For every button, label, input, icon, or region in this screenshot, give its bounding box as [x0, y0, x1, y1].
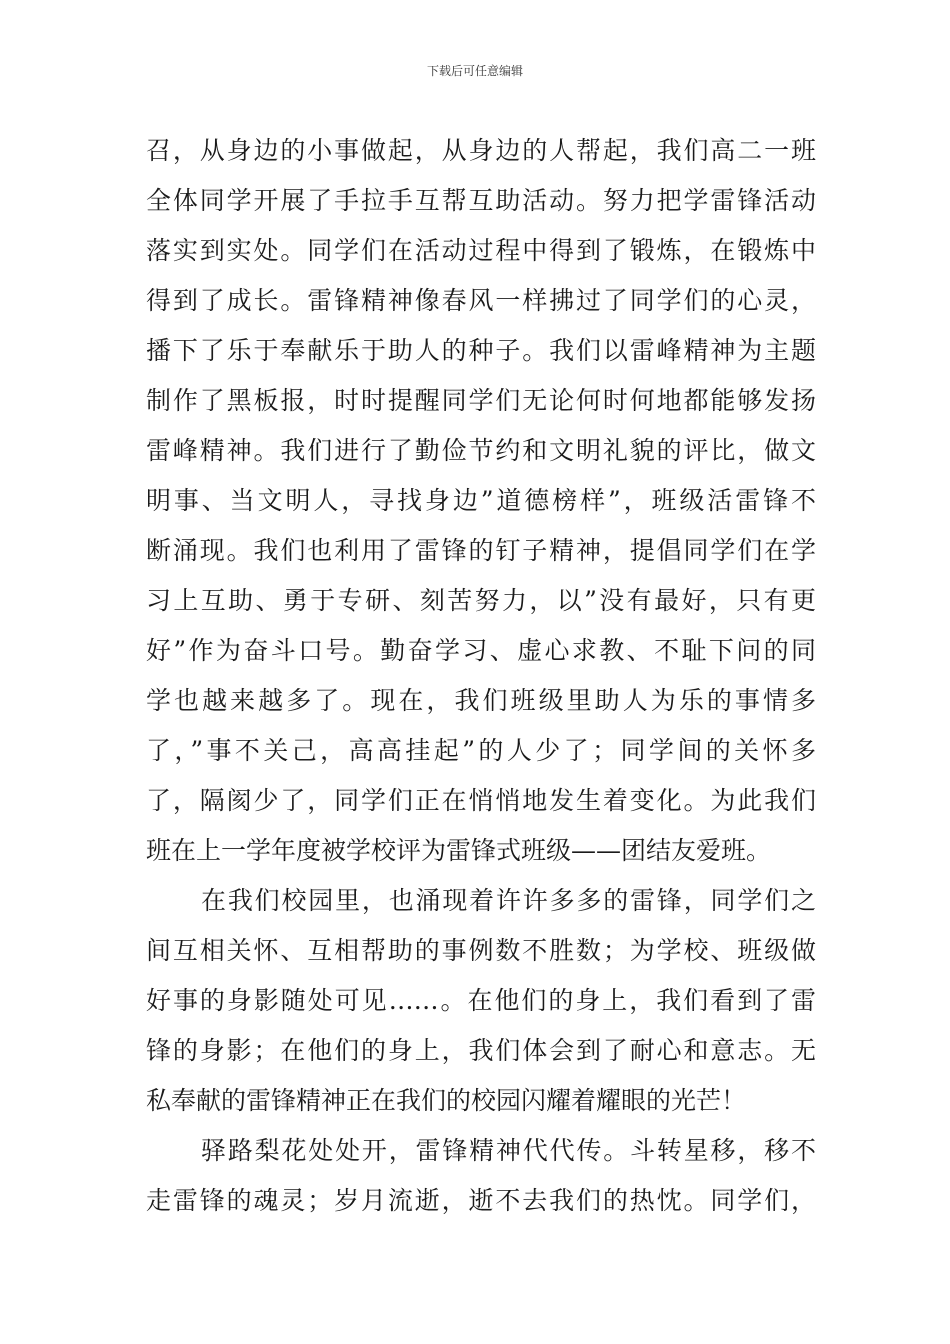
text-line: 学也越来越多了。现在，我们班级里助人为乐的事情多 — [146, 686, 816, 715]
text-line: 习上互助、勇于专研、刻苦努力，以”没有最好，只有更 — [146, 586, 816, 615]
text-line: 间互相关怀、互相帮助的事例数不胜数；为学校、班级做 — [146, 936, 816, 965]
text-line: 制作了黑板报，时时提醒同学们无论何时何地都能够发扬 — [146, 386, 816, 415]
page-header: 下载后可任意编辑 — [426, 64, 523, 78]
text-line: 了，隔阂少了，同学们正在悄悄地发生着变化。为此我们 — [146, 786, 816, 815]
text-line: 播下了乐于奉献乐于助人的种子。我们以雷峰精神为主题 — [146, 336, 816, 365]
text-line: 召，从身边的小事做起，从身边的人帮起，我们高二一班 — [146, 136, 816, 165]
text-line: 私奉献的雷锋精神正在我们的校园闪耀着耀眼的光芒！ — [146, 1086, 747, 1115]
text-line: 明事、当文明人，寻找身边”道德榜样”，班级活雷锋不 — [146, 486, 816, 515]
text-line: 在我们校园里，也涌现着许许多多的雷锋，同学们之 — [201, 886, 816, 915]
paragraph-1 — [146, 126, 816, 876]
text-line: 得到了成长。雷锋精神像春风一样拂过了同学们的心灵， — [146, 286, 816, 315]
text-line: 雷峰精神。我们进行了勤俭节约和文明礼貌的评比，做文 — [146, 436, 816, 465]
text-line: 好”作为奋斗口号。勤奋学习、虚心求教、不耻下问的同 — [146, 636, 816, 665]
text-line: 走雷锋的魂灵；岁月流逝，逝不去我们的热忱。同学们， — [146, 1186, 816, 1215]
text-line: 了，”事不关己，高高挂起”的人少了；同学间的关怀多 — [146, 736, 816, 765]
text-line: 落实到实处。同学们在活动过程中得到了锻炼，在锻炼中 — [146, 236, 816, 265]
paragraph-3 — [146, 1126, 816, 1226]
text-line: 好事的身影随处可见……。在他们的身上，我们看到了雷 — [146, 986, 816, 1015]
paragraph-2 — [146, 876, 816, 1126]
text-line: 班在上一学年度被学校评为雷锋式班级——团结友爱班。 — [146, 836, 772, 865]
text-line: 驿路梨花处处开，雷锋精神代代传。斗转星移，移不 — [201, 1136, 816, 1165]
document-body — [146, 126, 816, 1226]
text-line: 全体同学开展了手拉手互帮互助活动。努力把学雷锋活动 — [146, 186, 816, 215]
text-line: 断涌现。我们也利用了雷锋的钉子精神，提倡同学们在学 — [146, 536, 816, 565]
text-line: 锋的身影；在他们的身上，我们体会到了耐心和意志。无 — [146, 1036, 816, 1065]
